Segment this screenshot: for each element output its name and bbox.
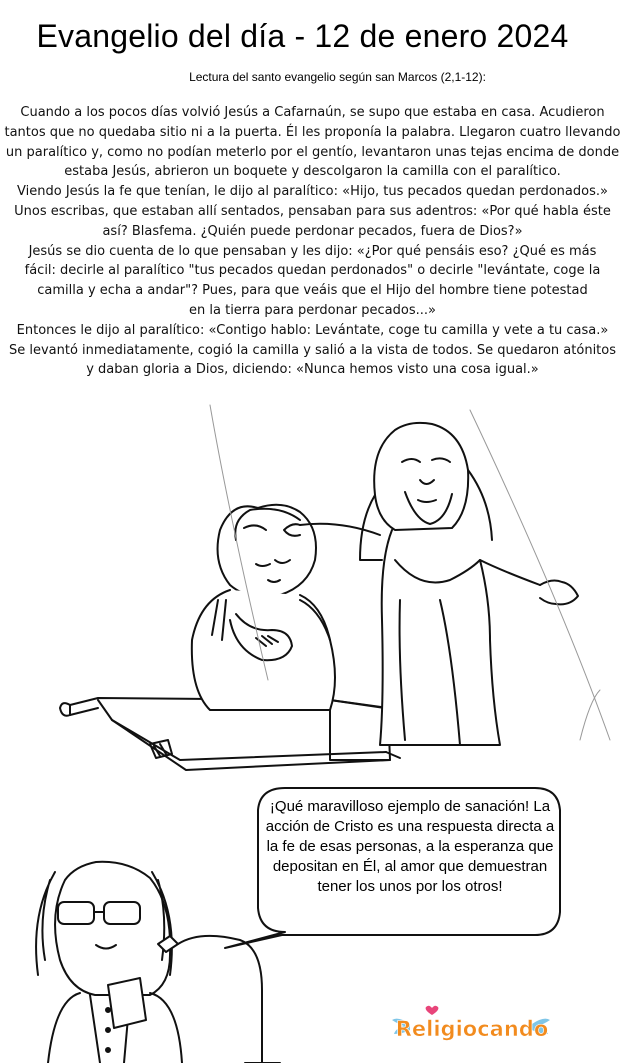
heart-icon	[426, 1006, 439, 1015]
gospel-line: fácil: decirle al paralítico "tus pecados quedan perdonados" o decirle "levántate, coge la	[24, 263, 601, 279]
narrator-illustration	[36, 862, 182, 1063]
gospel-line: Unos escribas, que estaban allí sentados, pensaban para sus adentros: «Por qué habla éste	[14, 203, 611, 219]
gospel-line: así? Blasfema. ¿Quién puede perdonar pecados, fuera de Dios?»	[102, 223, 523, 239]
speech-bubble-text: ¡Qué maravilloso ejemplo de sanación! La acción de Cristo es una respuesta directa a la fe de esas personas, a la esperanza que depositan en Él, al amor que demuestran tener los unos por los otros!	[265, 798, 555, 895]
microphone-illustration	[158, 936, 280, 1063]
gospel-line: camilla y echa a andar"? Pues, para que veáis que el Hijo del hombre tiene potestad	[37, 283, 588, 299]
gospel-line: Jesús se dio cuenta de lo que pensaban y les dijo: «¿Por qué pensáis eso? ¿Qué es más	[28, 243, 597, 259]
gospel-line: tantos que no quedaba sitio ni a la puerta. Él les proponía la palabra. Llegaron cuatro llevando	[4, 124, 621, 140]
gospel-line: Se levantó inmediatamente, cogió la camilla y salió a la vista de todos. Se quedaron atónitos	[8, 342, 616, 358]
gospel-line: Viendo Jesús la fe que tenían, le dijo al paralítico: «Hijo, tus pecados quedan perdonados.»	[17, 184, 608, 200]
page-title: Evangelio del día - 12 de enero 2024	[36, 18, 569, 54]
logo-text: Religiocando	[395, 1017, 549, 1041]
healed-man-illustration	[192, 505, 335, 710]
religiocando-logo	[392, 1002, 552, 1046]
reading-reference: Lectura del santo evangelio según san Marcos (2,1-12):	[189, 70, 486, 84]
gospel-line: Entonces le dijo al paralítico: «Contigo hablo: Levántate, coge tu camilla y vete a tu casa.»	[16, 322, 609, 338]
gospel-line: en la tierra para perdonar pecados...»	[189, 302, 436, 318]
gospel-line: estaba Jesús, abrieron un boquete y descolgaron la camilla con el paralítico.	[64, 164, 561, 180]
healing-illustration	[0, 400, 625, 1063]
gospel-text	[2, 103, 623, 380]
gospel-line: un paralítico y, como no podían meterlo por el gentío, levantaron unas tejas encima de donde	[5, 144, 620, 160]
gospel-line: Cuando a los pocos días volvió Jesús a Cafarnaún, se supo que estaba en casa. Acudieron	[20, 105, 605, 120]
gospel-line: y daban gloria a Dios, diciendo: «Nunca hemos visto una cosa igual.»	[86, 362, 539, 378]
